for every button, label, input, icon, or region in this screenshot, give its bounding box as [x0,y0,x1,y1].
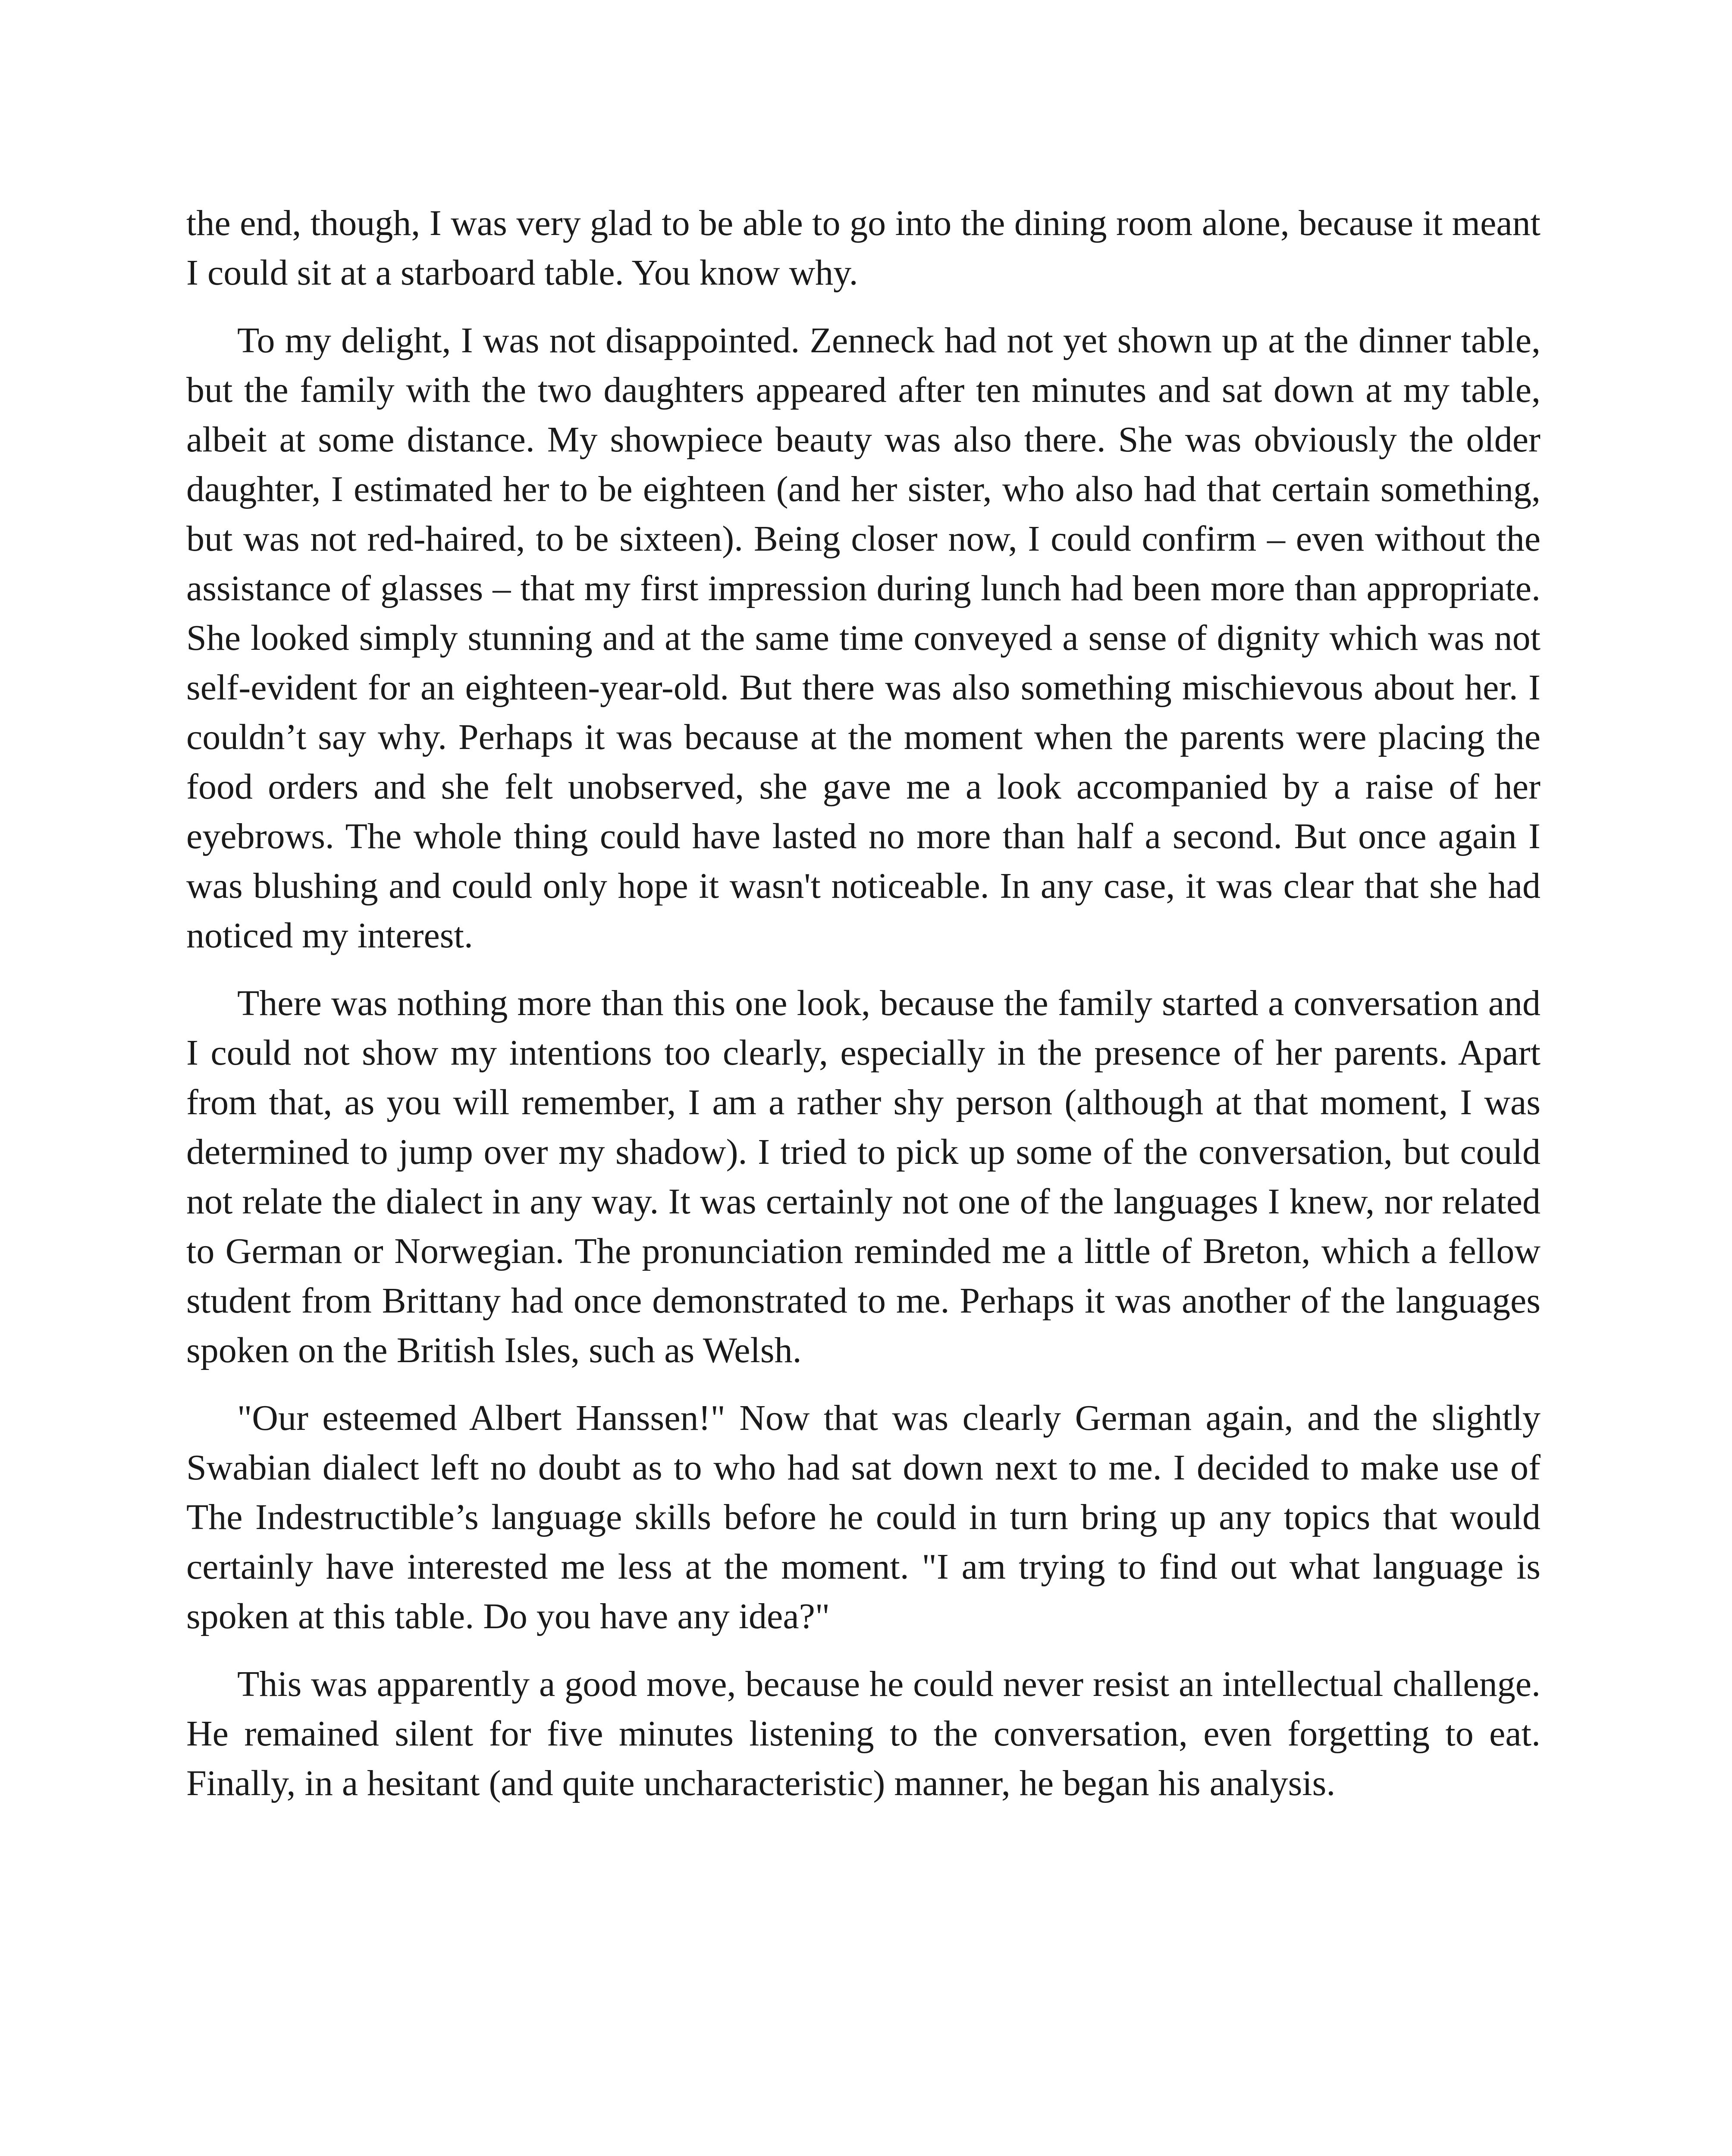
body-text [186,198,1541,1826]
paragraph-3: There was nothing more than this one look, because the family started a conversation and I could not show my intentions too clearly, especially in the presence of her parents. Apart from that, as you will remember, I am a rather shy person (although at that moment, I was determined to jump over my shadow). I tried to pick up some of the conversation, but could not relate the dialect in any way. It was certainly not one of the languages I knew, nor related to German or Norwegian. The pronunciation reminded me a little of Breton, which a fellow student from Brittany had once demonstrated to me. Perhaps it was another of the languages spoken on the British Isles, such as Welsh. [186,983,1541,1370]
paragraph-4: "Our esteemed Albert Hanssen!" Now that was clearly German again, and the slightly Swabian dialect left no doubt as to who had sat down next to me. I decided to make use of The Indestructible’s language skills before he could in turn bring up any topics that would certainly have interested me less at the moment. "I am trying to find out what language is spoken at this table. Do you have any idea?" [186,1398,1541,1636]
paragraph-5: This was apparently a good move, because he could never resist an intellectual challenge. He remained silent for five minutes listening to the conversation, even forgetting to eat. Finally, in a hesitant (and quite uncharacteristic) manner, he began his analysis. [186,1664,1541,1803]
paragraph-1: the end, though, I was very glad to be able to go into the dining room alone, because it meant I could sit at a starboard table. You know why. [186,203,1541,293]
paragraph-2: To my delight, I was not disappointed. Zenneck had not yet shown up at the dinner table, but the family with the two daughters appeared after ten minutes and sat down at my table, albeit at some distance. My showpiece beauty was also there. She was obviously the older daughter, I estimated her to be eighteen (and her sister, who also had that certain something, but was not red-haired, to be sixteen). Being closer now, I could confirm – even without the assistance of glasses – that my first impression during lunch had been more than appropriate. She looked simply stunning and at the same time conveyed a sense of dignity which was not self-evident for an eighteen-year-old. But there was also something mischievous about her. I couldn’t say why. Perhaps it was because at the moment when the parents were placing the food orders and she felt unobserved, she gave me a look accompanied by a raise of her eyebrows. The whole thing could have lasted no more than half a second. But once again I was blushing and could only hope it wasn't noticeable. In any case, it was clear that she had noticed my interest. [186,320,1541,956]
